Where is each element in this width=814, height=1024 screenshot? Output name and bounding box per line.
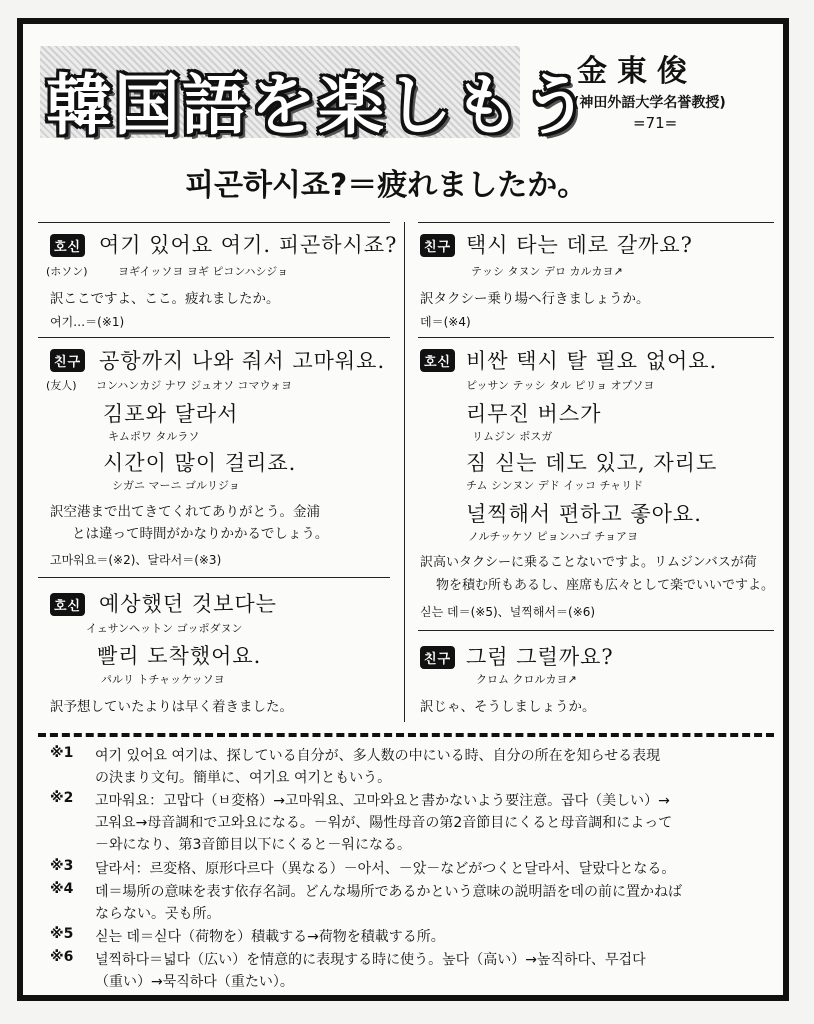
katakana-reading: パルリ トチャッケッソヨ <box>101 673 225 686</box>
korean-line: 그럼 그럴까요? <box>466 645 614 669</box>
japanese-translation: 訳ここですよ、ここ。疲れましたか。 <box>50 291 280 307</box>
japanese-translation: 訳タクシー乗り場へ行きましょうか。 <box>420 291 650 307</box>
katakana-reading: テッシ タヌン デロ カルカヨ↗ <box>471 265 623 278</box>
korean-line: 리무진 버스가 <box>466 402 602 426</box>
korean-line: 널찍해서 편하고 좋아요. <box>466 502 702 526</box>
japanese-translation: 訳じゃ、そうしましょうか。 <box>420 699 596 715</box>
japanese-translation: 訳予想していたよりは早く着きました。 <box>50 699 293 715</box>
japanese-translation: とは違って時間がかなりかかるでしょう。 <box>72 526 329 542</box>
note-text: 널찍하다＝넓다（広い）を情意的に表現する時に使う。높다（高い）→높직하다、무겁다 <box>95 952 646 968</box>
speaker-badge: 호신 <box>50 593 85 616</box>
katakana-reading: イェサンヘットン ゴッポダヌン <box>86 622 243 635</box>
author-affiliation: (神田外語大学名誉教授) <box>573 95 726 111</box>
katakana-reading: コンハンカジ ナワ ジュオソ コマウォヨ <box>96 379 293 392</box>
column-logo: 韓国語を楽しもう <box>46 67 590 144</box>
note-reference: 고마워요＝(※2)、달라서＝(※3) <box>50 553 222 567</box>
katakana-reading: クロム クロルカヨ↗ <box>476 673 577 686</box>
korean-line: 공항까지 나와 줘서 고마워요. <box>99 349 386 373</box>
note-text: 여기 있어요 여기は、探している自分が、多人数の中にいる時、自分の所在を知らせる表現 <box>95 748 661 764</box>
note-reference: 여기…＝(※1) <box>50 315 125 329</box>
note-mark: ※4 <box>50 881 74 897</box>
speaker-badge: 친구 <box>420 646 455 669</box>
note-mark: ※6 <box>50 949 74 965</box>
note-mark: ※1 <box>50 745 74 761</box>
section-divider <box>418 222 774 223</box>
japanese-translation: 訳空港まで出てきてくれてありがとう。金浦 <box>50 504 320 520</box>
article-title: 피곤하시죠?＝疲れましたか。 <box>185 168 588 203</box>
korean-line: 택시 타는 데로 갈까요? <box>466 233 693 257</box>
section-divider <box>38 577 390 578</box>
section-divider <box>418 630 774 631</box>
section-divider <box>38 222 390 223</box>
note-text: 데＝場所の意味を表す依存名詞。どんな場所であるかという意味の説明語を데の前に置かねば <box>95 884 683 900</box>
notes-divider <box>38 733 774 737</box>
note-text: 싣는 데＝싣다（荷物を）積載する→荷物を積載する所。 <box>95 929 445 945</box>
note-text: 고워요→母音調和で고와요になる。－워が、陽性母音の第2音節目にくると母音調和によって <box>95 815 673 831</box>
korean-line: 짐 싣는 데도 있고, 자리도 <box>466 451 718 475</box>
japanese-translation: 物を積む所もあるし、座席も広々として楽でいいですよ。 <box>436 578 775 593</box>
korean-line: 비싼 택시 탈 필요 없어요. <box>466 349 718 373</box>
katakana-reading: チム シンヌン デド イッコ チャリド <box>466 479 644 492</box>
section-divider <box>38 337 390 338</box>
issue-number: =71= <box>633 114 678 132</box>
note-mark: ※3 <box>50 858 74 874</box>
speaker-badge: 친구 <box>50 349 85 372</box>
korean-line: 김포와 달라서 <box>103 402 239 426</box>
korean-line: 여기 있어요 여기. 피곤하시죠? <box>99 233 398 257</box>
korean-line: 빨리 도착했어요. <box>97 644 262 668</box>
korean-line: 시간이 많이 걸리죠. <box>103 451 297 475</box>
note-text: 달라서：르変格、原形다르다（異なる）－아서、－았－などがつくと달라서、달랐다となる。 <box>95 861 676 877</box>
speaker-label: (友人) <box>46 379 77 392</box>
note-reference: 데＝(※4) <box>420 315 471 329</box>
katakana-reading: ピッサン テッシ タル ピリョ オプソヨ <box>466 379 655 392</box>
section-divider <box>418 337 774 338</box>
speaker-label: (ホソン) <box>46 265 88 278</box>
note-mark: ※2 <box>50 790 74 806</box>
speaker-badge: 호신 <box>50 234 85 257</box>
note-reference: 싣는 데＝(※5)、널찍해서＝(※6) <box>420 605 596 619</box>
note-text: の決まり文句。簡単に、여기요 여기ともいう。 <box>95 770 392 786</box>
note-text: （重い）→묵직하다（重たい）。 <box>95 974 294 990</box>
katakana-reading: キムポワ タルラソ <box>108 430 200 443</box>
katakana-reading: ノルチッケソ ピョンハゴ チョアヨ <box>468 530 639 543</box>
author-name: 金東俊 <box>577 54 697 89</box>
katakana-reading: ヨギイッソヨ ヨギ ピコンハシジョ <box>118 265 289 278</box>
korean-line: 예상했던 것보다는 <box>99 592 277 616</box>
japanese-translation: 訳高いタクシーに乗ることないですよ。リムジンバスが荷 <box>420 555 757 570</box>
speaker-badge: 친구 <box>420 234 455 257</box>
note-text: －와になり、第3音節目以下にくると－워になる。 <box>95 837 411 853</box>
katakana-reading: シガニ マーニ ゴルリジョ <box>112 479 240 492</box>
column-divider <box>404 222 405 722</box>
note-text: ならない。곳も所。 <box>95 906 221 922</box>
note-text: 고마워요：고맙다（ㅂ変格）→고마워요、고마와요と書かないよう要注意。곱다（美しい）→ <box>95 793 670 809</box>
note-mark: ※5 <box>50 926 74 942</box>
katakana-reading: リムジン ポスガ <box>472 430 553 443</box>
speaker-badge: 호신 <box>420 349 455 372</box>
